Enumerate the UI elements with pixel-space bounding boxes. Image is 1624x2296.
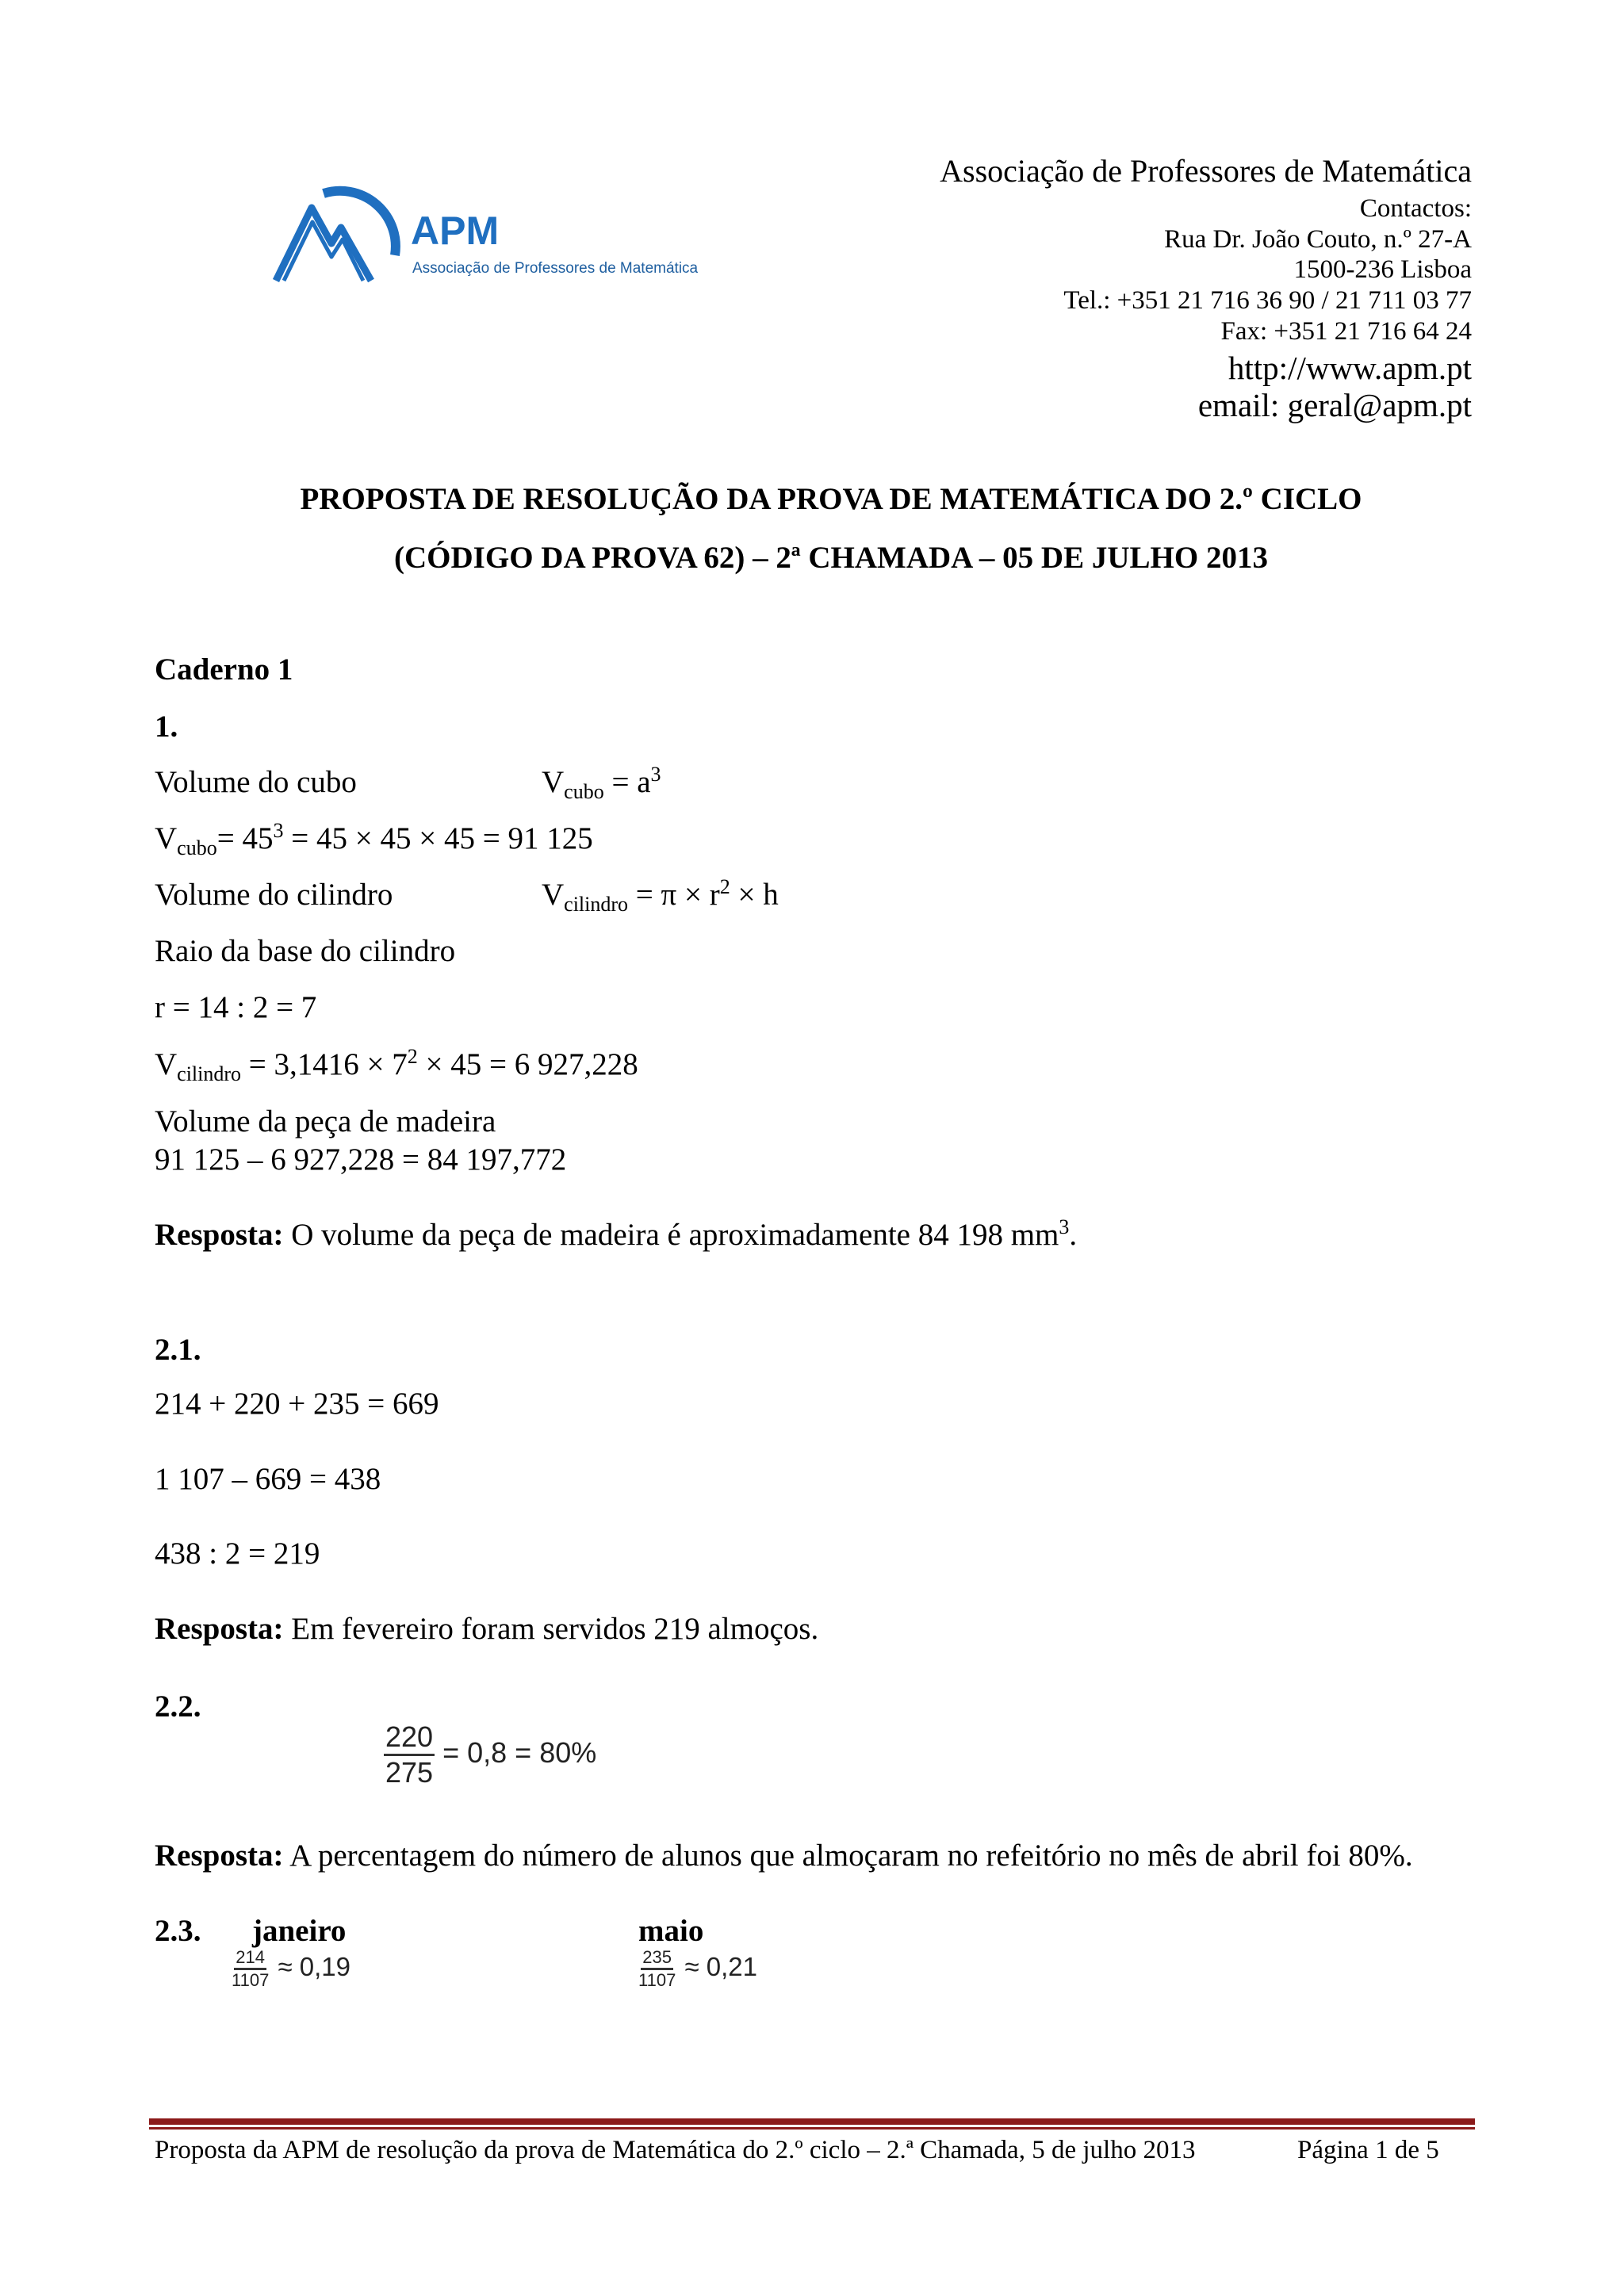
footer-rule	[149, 2118, 1475, 2125]
q22-result: = 0,8 = 80%	[442, 1736, 597, 1770]
logo-text: APM	[411, 209, 500, 253]
q1-answer: Resposta: O volume da peça de madeira é aproximadamente 84 198 $mm^3$.	[155, 1215, 1078, 1252]
page-title-line2: (CÓDIGO DA PROVA 62) – 2ª CHAMADA – 05 DE JULHO 2013	[394, 541, 1268, 575]
q1-calc-cilindro: $V_{cilindro} = 3,1416 \times 7^2 \times 45 = 6$ 927,228	[155, 1045, 638, 1085]
q1-calc-cubo: $V_{cubo}= 45^3 = 45 \times 45 \times 45 = 91$ 125	[155, 819, 593, 859]
q23-col2-label: maio	[638, 1914, 704, 1948]
q1-number: 1.	[155, 710, 178, 744]
fax: Fax: +351 21 716 64 24	[1220, 317, 1472, 346]
q21-line1: 214 + 220 + 235 = 669	[155, 1387, 439, 1421]
email-link[interactable]: email: geral@apm.pt	[1197, 387, 1472, 423]
contacts-label: Contactos:	[1359, 194, 1472, 223]
footer-text: Proposta da APM de resolução da prova de Matemática do 2.º ciclo – 2.ª Chamada, 5 de julho 2013	[155, 2136, 1196, 2164]
q22-number: 2.2.	[155, 1689, 201, 1724]
q1-vol-cilindro-label: Volume do cilindro	[155, 878, 393, 912]
footer-rule-thin	[149, 2127, 1475, 2130]
q1-raio-label: Raio da base do cilindro	[155, 934, 456, 968]
q21-number: 2.1.	[155, 1333, 201, 1367]
q23-number: 2.3.	[155, 1914, 201, 1948]
q1-vol-cubo-label: Volume do cubo	[155, 765, 357, 799]
page-title-line1: PROPOSTA DE RESOLUÇÃO DA PROVA DE MATEMÁTICA DO 2.º CICLO	[300, 482, 1362, 516]
q21-answer: Resposta: Em fevereiro foram servidos 219 almoços.	[155, 1612, 819, 1646]
q21-line3: 438 : 2 = 219	[155, 1536, 320, 1571]
q21-line2: 1 107 – 669 = 438	[155, 1462, 381, 1496]
website-link[interactable]: http://www.apm.pt	[1228, 350, 1472, 386]
address-line2: 1500-236 Lisboa	[1293, 255, 1472, 284]
section-heading: Caderno 1	[155, 652, 293, 687]
org-name: Associação de Professores de Matemática	[940, 153, 1472, 189]
q23-col2-fraction: $\frac{235}{1107}$ ≈ 0,21	[638, 1947, 757, 1990]
address-line1: Rua Dr. João Couto, n.º 27-A	[1164, 225, 1472, 254]
q1-formula-cubo: $V_{cubo} = a^3$	[542, 763, 661, 803]
q1-peca-label: Volume da peça de madeira	[155, 1104, 496, 1138]
q22-answer: Resposta: A percentagem do número de alunos que almoçaram no refeitório no mês de abril foi 80%.	[155, 1839, 1413, 1873]
page-number: Página 1 de 5	[1297, 2136, 1439, 2164]
q22-fraction: $\frac{220}{275}$ = 0,8 = 80%	[385, 1720, 597, 1789]
q23-col1-label: janeiro	[252, 1914, 347, 1948]
q1-peca-calc: 91 125 – 6 927,228 = 84 197,772	[155, 1142, 567, 1177]
q1-formula-cilindro: $V_{cilindro} = \pi \times r^2 \times h$	[542, 875, 779, 916]
logo-subtitle: Associação de Professores de Matemática	[412, 260, 699, 277]
q1-raio-calc: r = 14 : 2 = 7	[155, 990, 317, 1024]
q23-col1-fraction: $\frac{214}{1107}$ ≈ 0,19	[232, 1947, 350, 1990]
tel: Tel.: +351 21 716 36 90 / 21 711 03 77	[1063, 286, 1472, 315]
apm-logo-mark-icon	[268, 184, 403, 287]
apm-logo	[268, 184, 720, 287]
